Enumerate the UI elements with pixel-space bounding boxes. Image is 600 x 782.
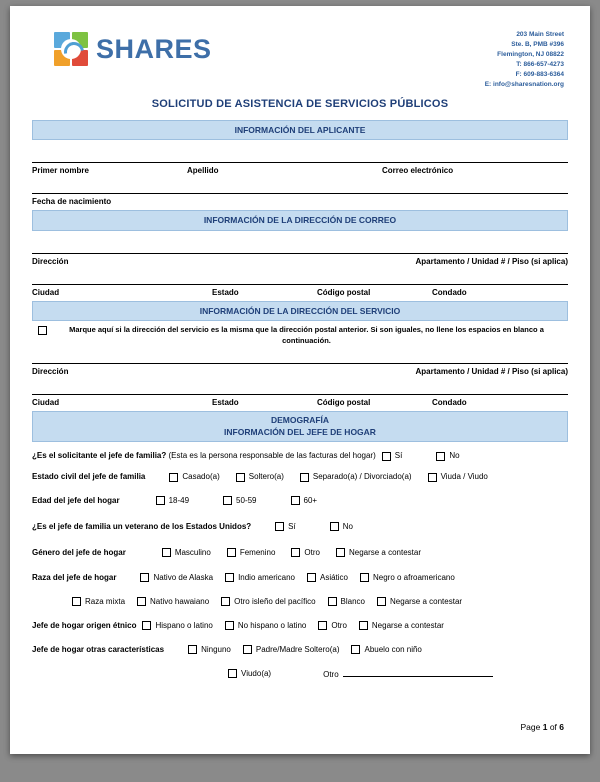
- section-band-mailing: INFORMACIÓN DE LA DIRECCIÓN DE CORREO: [32, 210, 568, 230]
- option-other-padre-soltero[interactable]: [243, 644, 340, 654]
- option-label: Indio americano: [238, 572, 295, 582]
- label-service-zip: Código postal: [317, 397, 371, 407]
- option-gender-otro[interactable]: [291, 547, 320, 557]
- option-label: Asiático: [319, 572, 348, 582]
- checkbox-same-as-mailing[interactable]: [38, 326, 47, 335]
- checkbox-race-negarse[interactable]: [377, 597, 386, 606]
- option-veteran-no[interactable]: [330, 521, 353, 531]
- footer-prefix: Page: [520, 722, 543, 732]
- document-page: [10, 6, 590, 754]
- checkbox-age-60-plus[interactable]: [291, 496, 300, 505]
- checkbox-hoh-yes[interactable]: [382, 452, 391, 461]
- label-mailing-zip: Código postal: [317, 287, 371, 297]
- hoh-question-bold: ¿Es el solicitante el jefe de familia?: [32, 451, 167, 461]
- checkbox-race-indio-americano[interactable]: [225, 573, 234, 582]
- option-marital-soltero[interactable]: [236, 472, 284, 482]
- option-ethnicity-no-hispano[interactable]: [225, 620, 307, 630]
- option-label: Hispano o latino: [155, 620, 213, 630]
- option-gender-masculino[interactable]: [162, 547, 211, 557]
- checkbox-ethnicity-no-hispano[interactable]: [225, 621, 234, 630]
- option-marital-casado[interactable]: [169, 472, 219, 482]
- label-mailing-state: Estado: [212, 287, 239, 297]
- option-label: Negarse a contestar: [371, 620, 444, 630]
- brand: [32, 20, 212, 66]
- option-label: Ninguno: [201, 644, 231, 654]
- checkbox-race-asiatico[interactable]: [307, 573, 316, 582]
- option-race-nativo-alaska[interactable]: [140, 572, 213, 582]
- option-label: Negarse a contestar: [348, 547, 422, 557]
- label-mailing-address: Dirección: [32, 256, 69, 266]
- option-other-ninguno[interactable]: [188, 644, 231, 654]
- footer-current-page: 1: [542, 722, 548, 732]
- label-service-apartment: Apartamento / Unidad # / Piso (si aplica): [415, 366, 568, 376]
- question-race-row2: [32, 590, 568, 612]
- checkbox-gender-masculino[interactable]: [162, 548, 171, 557]
- label-mailing-city: Ciudad: [32, 287, 60, 297]
- checkbox-gender-negarse[interactable]: [336, 548, 345, 557]
- checkbox-ethnicity-hispano[interactable]: [142, 621, 151, 630]
- input-other-text[interactable]: [343, 667, 493, 677]
- page-footer: [521, 722, 565, 732]
- option-label: Sí: [394, 451, 403, 461]
- option-ethnicity-negarse[interactable]: [359, 620, 444, 630]
- document-header: [32, 20, 568, 90]
- checkbox-other-viudo[interactable]: [228, 669, 237, 678]
- option-age-50-59[interactable]: [223, 495, 256, 505]
- section-band-demography: [32, 411, 568, 443]
- checkbox-marital-viuda[interactable]: [428, 473, 437, 482]
- option-label: Soltero(a): [248, 472, 284, 482]
- option-marital-separado[interactable]: [300, 472, 412, 482]
- option-label: Casado(a): [182, 472, 220, 482]
- labels-row-names: [32, 163, 568, 179]
- section-band-applicant: INFORMACIÓN DEL APLICANTE: [32, 120, 568, 140]
- option-label: Abuelo con niño: [364, 644, 422, 654]
- brand-name: SHARES: [96, 33, 212, 64]
- option-label: 60+: [303, 495, 318, 505]
- checkbox-ethnicity-negarse[interactable]: [359, 621, 368, 630]
- label-mailing-apartment: Apartamento / Unidad # / Piso (si aplica): [415, 256, 568, 266]
- demography-section: [32, 446, 568, 684]
- label-email: Correo electrónico: [382, 166, 454, 176]
- option-label: No: [449, 451, 460, 461]
- company-address-block: [485, 20, 568, 90]
- checkbox-other-abuelo-con-nino[interactable]: [351, 645, 360, 654]
- option-race-nativo-hawaiano[interactable]: [137, 596, 209, 606]
- address-line: Flemington, NJ 08822: [497, 51, 564, 59]
- address-line: 203 Main Street: [516, 31, 564, 38]
- checkbox-gender-otro[interactable]: [291, 548, 300, 557]
- option-label: 18-49: [168, 495, 190, 505]
- question-head-of-household: [32, 446, 568, 465]
- same-address-checkbox-row[interactable]: [38, 325, 568, 347]
- demography-title: DEMOGRAFÍA: [270, 414, 330, 425]
- label-service-address: Dirección: [32, 366, 69, 376]
- label-other-characteristics: Jefe de hogar otras características: [32, 644, 165, 654]
- section-band-service: INFORMACIÓN DE LA DIRECCIÓN DEL SERVICIO: [32, 301, 568, 321]
- option-hoh-no[interactable]: [436, 451, 459, 461]
- option-race-asiatico[interactable]: [307, 572, 348, 582]
- option-race-blanco[interactable]: [328, 596, 365, 606]
- question-other-characteristics-row2: [32, 662, 568, 684]
- option-label: Nativo de Alaska: [153, 572, 214, 582]
- same-address-note: Marque aquí si la dirección del servicio es la misma que la dirección postal anterior. Si son iguales, no llene los espacios en blanco a continuación.: [69, 324, 544, 345]
- question-other-characteristics-row1: [32, 638, 568, 660]
- checkbox-marital-casado[interactable]: [169, 473, 178, 482]
- option-label: 50-59: [236, 495, 257, 505]
- address-line: F: 609-883-6364: [515, 71, 564, 79]
- checkbox-other-ninguno[interactable]: [188, 645, 197, 654]
- labels-row-service-city: [32, 395, 568, 411]
- option-label: Otro: [331, 620, 347, 630]
- checkbox-race-nativo-alaska[interactable]: [140, 573, 149, 582]
- shares-logo-icon: [54, 32, 88, 66]
- checkbox-hoh-no[interactable]: [436, 452, 445, 461]
- labels-row-mailing-city: [32, 285, 568, 301]
- option-label: Raza mixta: [85, 596, 126, 606]
- label-age: Edad del jefe del hogar: [32, 495, 120, 505]
- option-age-18-49[interactable]: [156, 495, 189, 505]
- option-race-indio-americano[interactable]: [225, 572, 295, 582]
- checkbox-age-18-49[interactable]: [156, 496, 165, 505]
- option-label: Sí: [288, 521, 296, 531]
- option-other-abuelo-con-nino[interactable]: [351, 644, 421, 654]
- option-ethnicity-otro[interactable]: [318, 620, 347, 630]
- question-ethnicity: [32, 614, 568, 636]
- checkbox-marital-separado[interactable]: [300, 473, 309, 482]
- checkbox-marital-soltero[interactable]: [236, 473, 245, 482]
- option-gender-negarse[interactable]: [336, 547, 421, 557]
- question-gender: [32, 540, 568, 564]
- checkbox-other-padre-soltero[interactable]: [243, 645, 252, 654]
- label-gender: Género del jefe de hogar: [32, 547, 126, 557]
- option-ethnicity-hispano[interactable]: [142, 620, 212, 630]
- label-service-county: Condado: [432, 397, 467, 407]
- label-service-state: Estado: [212, 397, 239, 407]
- checkbox-veteran-no[interactable]: [330, 522, 339, 531]
- option-marital-viuda[interactable]: [428, 472, 488, 482]
- demography-subtitle: INFORMACIÓN DEL JEFE DE HOGAR: [224, 427, 376, 437]
- hoh-question-thin: (Esta es la persona responsable de las facturas del hogar): [168, 451, 376, 461]
- question-race-row1: [32, 566, 568, 588]
- checkbox-age-50-59[interactable]: [223, 496, 232, 505]
- option-hoh-yes[interactable]: [382, 451, 403, 461]
- checkbox-race-raza-mixta[interactable]: [72, 597, 81, 606]
- question-age: [32, 488, 568, 512]
- option-label: Separado(a) / Divorciado(a): [312, 472, 412, 482]
- address-line: T: 866-657-4273: [516, 61, 564, 69]
- label-mailing-county: Condado: [432, 287, 467, 297]
- checkbox-race-nativo-hawaiano[interactable]: [137, 597, 146, 606]
- checkbox-race-otro-islenio[interactable]: [221, 597, 230, 606]
- labels-row-birthdate: [32, 194, 568, 210]
- checkbox-ethnicity-otro[interactable]: [318, 621, 327, 630]
- checkbox-race-negro-afroamericano[interactable]: [360, 573, 369, 582]
- checkbox-gender-femenino[interactable]: [227, 548, 236, 557]
- label-marital-status: Estado civil del jefe de familia: [32, 472, 146, 482]
- option-race-raza-mixta[interactable]: [72, 596, 125, 606]
- page-title: SOLICITUD DE ASISTENCIA DE SERVICIOS PÚBLICOS: [151, 98, 449, 110]
- option-gender-femenino[interactable]: [227, 547, 276, 557]
- option-label: No hispano o latino: [237, 620, 307, 630]
- option-label: Negro o afroamericano: [373, 572, 455, 582]
- option-race-otro-islenio[interactable]: [221, 596, 315, 606]
- option-race-negro-afroamericano[interactable]: [360, 572, 455, 582]
- label-ethnicity: Jefe de hogar origen étnico: [32, 620, 137, 630]
- option-other-viudo[interactable]: [228, 668, 271, 678]
- option-label: Masculino: [174, 547, 211, 557]
- other-text-field-group[interactable]: [323, 667, 493, 679]
- checkbox-veteran-yes[interactable]: [275, 522, 284, 531]
- label-other: Otro: [323, 670, 339, 680]
- option-label: Viudo(a): [241, 668, 272, 678]
- label-first-name: Primer nombre: [32, 166, 89, 176]
- footer-total-pages: 6: [559, 722, 564, 732]
- option-label: Otro: [304, 547, 320, 557]
- address-line: Ste. B, PMB #396: [511, 41, 564, 49]
- option-label: Blanco: [340, 596, 366, 606]
- labels-row-mailing-address: [32, 254, 568, 270]
- labels-row-service-address: [32, 364, 568, 380]
- option-label: Nativo hawaiano: [150, 596, 210, 606]
- question-marital-status: [32, 467, 568, 486]
- label-service-city: Ciudad: [32, 397, 60, 407]
- option-label: Otro isleño del pacífico: [234, 596, 316, 606]
- address-line: E: info@sharesnation.org: [484, 81, 564, 89]
- label-veteran: ¿Es el jefe de familia un veterano de los Estados Unidos?: [32, 521, 252, 531]
- option-label: No: [342, 521, 353, 531]
- option-age-60-plus[interactable]: [291, 495, 318, 505]
- label-birthdate: Fecha de nacimiento: [32, 197, 112, 207]
- option-label: Viuda / Viudo: [440, 472, 488, 482]
- label-race: Raza del jefe de hogar: [32, 572, 117, 582]
- checkbox-race-blanco[interactable]: [328, 597, 337, 606]
- label-last-name: Apellido: [187, 166, 219, 176]
- option-label: Femenino: [239, 547, 276, 557]
- footer-middle: of: [547, 722, 560, 732]
- question-veteran: [32, 514, 568, 538]
- option-race-negarse[interactable]: [377, 596, 462, 606]
- option-veteran-yes[interactable]: [275, 521, 296, 531]
- option-label: Padre/Madre Soltero(a): [255, 644, 340, 654]
- option-label: Negarse a contestar: [390, 596, 463, 606]
